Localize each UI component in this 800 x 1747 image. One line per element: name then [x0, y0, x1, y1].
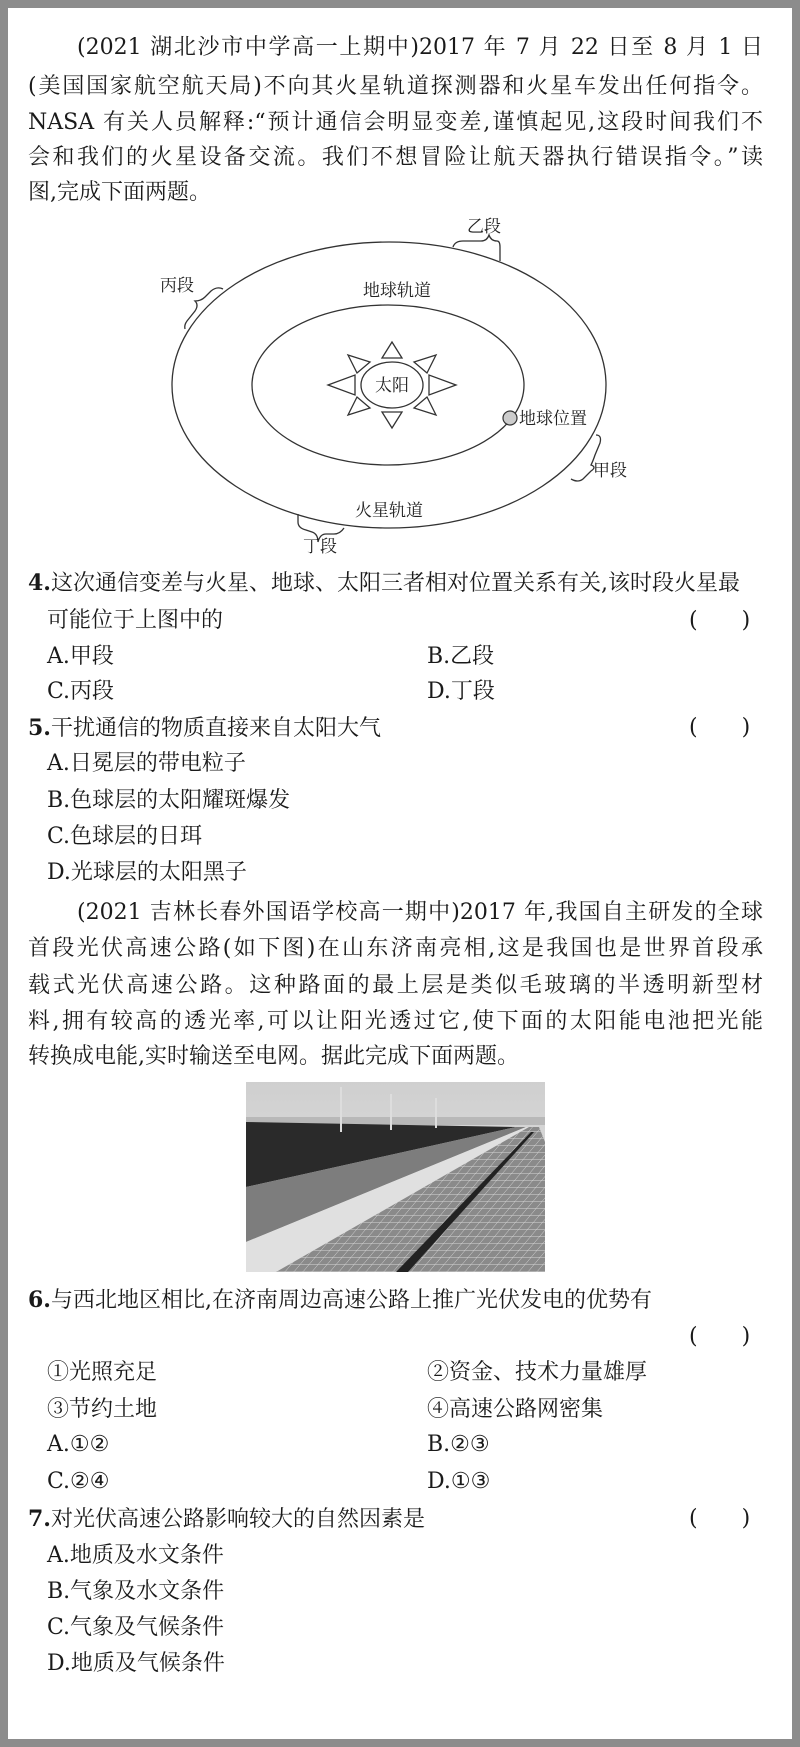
- passage2-line: 载式光伏高速公路。这种路面的最上层是类似毛玻璃的半透明新型材: [28, 973, 763, 998]
- option-a[interactable]: A.地质及水文条件: [47, 1543, 224, 1568]
- question-4-line1: [28, 569, 740, 597]
- label-earth-orbit: 地球轨道: [363, 281, 431, 301]
- passage2-line: 转换成电能,实时输送至电网。据此完成下面两题。: [28, 1044, 519, 1069]
- brace-yi: [453, 235, 500, 261]
- question-6-stem: [28, 1286, 652, 1314]
- question-stem: 干扰通信的物质直接来自太阳大气: [50, 716, 381, 741]
- statement-3: ③节约土地: [47, 1397, 158, 1422]
- passage2-line: 首段光伏高速公路(如下图)在山东济南亮相,这是我国也是世界首段承: [28, 936, 763, 961]
- answer-blank[interactable]: ( ): [689, 1324, 751, 1349]
- question-number: 4.: [28, 570, 51, 596]
- label-yi: 乙段: [467, 217, 501, 237]
- passage2-line: 料,拥有较高的透光率,可以让阳光透过它,使下面的太阳能电池把光能: [28, 1009, 763, 1034]
- answer-blank[interactable]: ( ): [689, 608, 751, 633]
- question-5-stem: [28, 714, 381, 742]
- question-stem: 对光伏高速公路影响较大的自然因素是: [50, 1507, 425, 1532]
- label-sun: 太阳: [375, 376, 409, 396]
- question-7-stem: [28, 1505, 425, 1533]
- option-b[interactable]: B.气象及水文条件: [47, 1579, 225, 1604]
- option-a[interactable]: A.日冕层的带电粒子: [47, 751, 246, 776]
- statement-2: ②资金、技术力量雄厚: [427, 1360, 648, 1385]
- passage2-line: (2021 吉林长春外国语学校高一期中)2017 年,我国自主研发的全球: [77, 900, 763, 925]
- passage1-line: (2021 湖北沙市中学高一上期中)2017 年 7 月 22 日至 8 月 1 日: [77, 35, 763, 60]
- option-b[interactable]: B.色球层的太阳耀斑爆发: [47, 788, 291, 813]
- label-ding: 丁段: [303, 537, 337, 557]
- question-stem: 这次通信变差与火星、地球、太阳三者相对位置关系有关,该时段火星最: [50, 571, 740, 596]
- question-4-line2: 可能位于上图中的: [47, 608, 224, 633]
- statement-1: ①光照充足: [47, 1360, 158, 1385]
- passage1-line: (美国国家航空航天局)不向其火星轨道探测器和火星车发出任何指令。: [28, 74, 763, 99]
- question-number: 5.: [28, 715, 51, 741]
- orbit-diagram: [0, 0, 800, 600]
- earth-position-marker: [503, 411, 517, 425]
- passage1-line: 图,完成下面两题。: [28, 180, 211, 205]
- label-bing: 丙段: [160, 276, 194, 296]
- label-mars-orbit: 火星轨道: [355, 501, 423, 521]
- solar-highway-photo: [246, 1082, 545, 1272]
- option-b[interactable]: B.②③: [427, 1432, 490, 1457]
- label-earth-position: 地球位置: [519, 409, 587, 429]
- label-jia: 甲段: [593, 461, 627, 481]
- passage1-line: NASA 有关人员解释:“预计通信会明显变差,谨慎起见,这段时间我们不: [28, 110, 763, 135]
- option-a[interactable]: A.甲段: [47, 644, 114, 669]
- answer-blank[interactable]: ( ): [689, 1506, 751, 1531]
- question-stem: 与西北地区相比,在济南周边高速公路上推广光伏发电的优势有: [50, 1288, 652, 1313]
- answer-blank[interactable]: ( ): [689, 715, 751, 740]
- option-a[interactable]: A.①②: [47, 1432, 110, 1457]
- option-d[interactable]: D.光球层的太阳黑子: [47, 860, 247, 885]
- question-number: 6.: [28, 1287, 51, 1313]
- question-number: 7.: [28, 1506, 51, 1532]
- passage1-line: 会和我们的火星设备交流。我们不想冒险让航天器执行错误指令。”读: [28, 145, 763, 170]
- option-d[interactable]: D.地质及气候条件: [47, 1651, 225, 1676]
- option-c[interactable]: C.丙段: [47, 679, 115, 704]
- option-b[interactable]: B.乙段: [427, 644, 495, 669]
- option-d[interactable]: D.①③: [427, 1469, 491, 1494]
- option-c[interactable]: C.②④: [47, 1469, 110, 1494]
- option-c[interactable]: C.色球层的日珥: [47, 824, 203, 849]
- statement-4: ④高速公路网密集: [427, 1397, 604, 1422]
- option-d[interactable]: D.丁段: [427, 679, 495, 704]
- option-c[interactable]: C.气象及气候条件: [47, 1615, 225, 1640]
